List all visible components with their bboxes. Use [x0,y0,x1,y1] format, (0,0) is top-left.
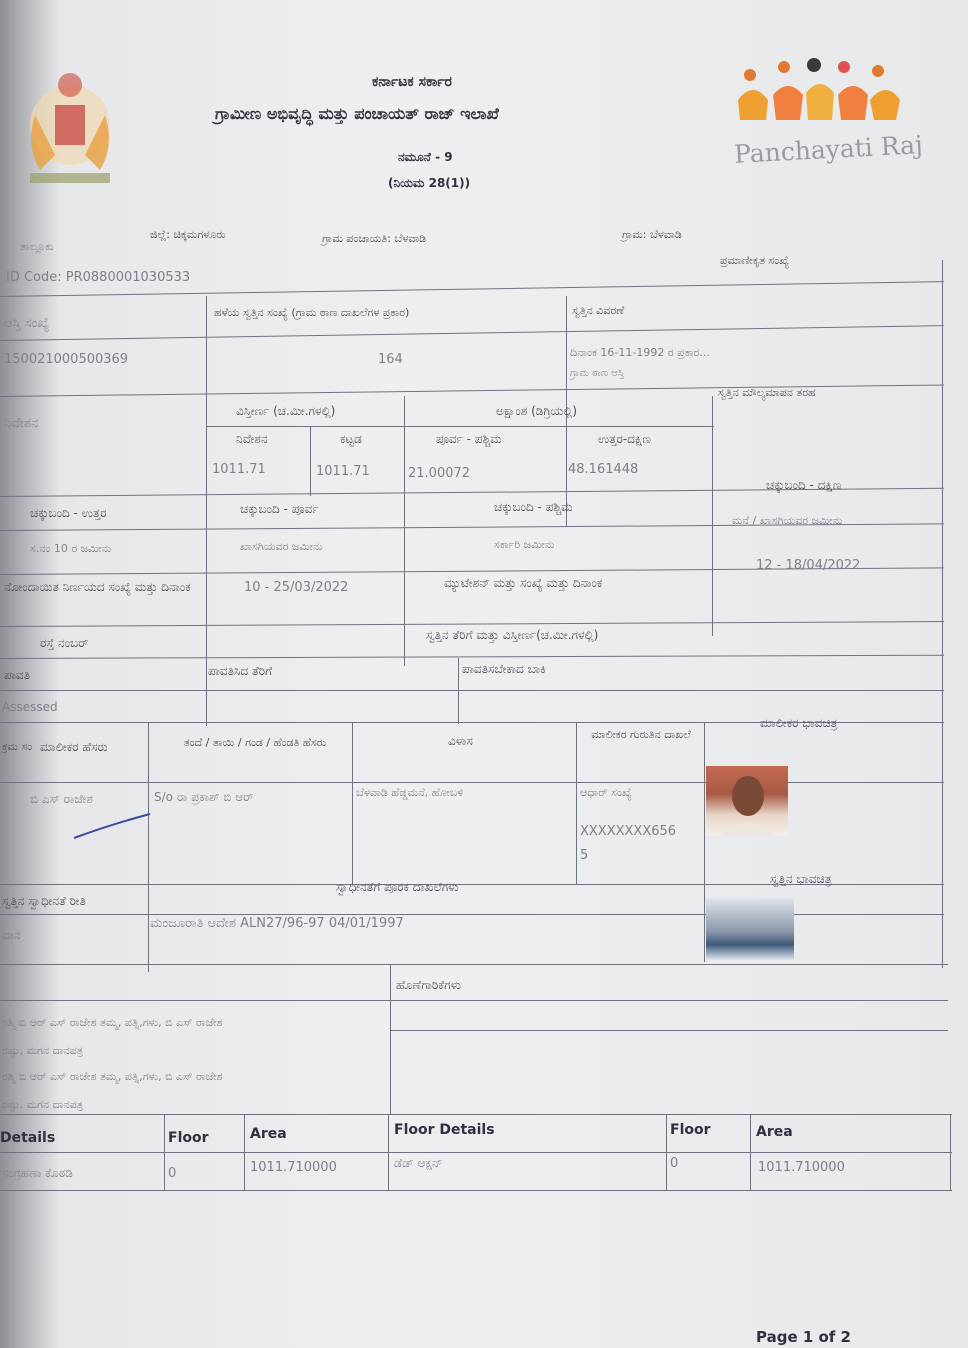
old-number-label: ಹಳೆಯ ಸ್ವತ್ತಿನ ಸಂಖ್ಯೆ (ಗ್ರಾಮ ಠಾಣ ದಾಖಲೆಗಳ ಪ್ರಕಾರ) [214,306,410,319]
area-header-2: Area [756,1124,793,1140]
area-site-value: 1011.71 [212,462,266,477]
floor-value-2: 0 [670,1156,679,1171]
owner-id-value: XXXXXXXX656 [580,824,677,839]
asset-type-label: ಸ್ವತ್ತಿನ ವಿವರಣೆ [572,304,625,317]
boundary-north-value: ಸ.ನಂ 10 ರ ಜಮೀನು [30,542,112,555]
relation-name-header: ತಂದೆ / ತಾಯಿ / ಗಂಡ / ಹೆಂಡತಿ ಹೆಸರು [183,736,327,749]
owner-address-value: ಬೆಳವಾಡಿ ಹೆಡ್ಡಮನೆ, ಹೋಬಳಿ [356,786,464,799]
gov-title: ಕರ್ನಾಟಕ ಸರ್ಕಾರ [372,74,452,90]
road-number-label: ರಸ್ತೆ ನಂಬರ್ [40,636,89,650]
area-header: Area [250,1126,287,1142]
liabilities-label: ಹೊಣೆಗಾರಿಕೆಗಳು [396,978,461,992]
liability-row-1b: ರಷ್ಟು, ಮಗನ ದಾನಪತ್ರ [2,1044,84,1057]
approved-number-label: ಪ್ರಮಾಣೀಕೃತ ಸಂಖ್ಯೆ [720,254,790,267]
boundary-north-label: ಚಕ್ಕುಬಂದಿ - ಉತ್ತರ [30,506,107,520]
coordinates-label: ಅಕ್ಷಾಂಶ (ಡಿಗ್ರಿಯಲ್ಲಿ) [496,404,578,418]
area-building-value: 1011.71 [316,464,370,479]
liability-row-2: ರಶ್ಮಿ ಬಿ ಆರ್ ಎಸ್ ರಾಜೇಶ ತಮ್ಮ, ಪತ್ನಿ,ಗಳು, ಬಿ ಎಸ್ ರಾಜೇಶ [2,1070,223,1083]
liability-row-1: ರಶ್ಮಿ ಬಿ ಆರ್ ಎಸ್ ರಾಜೇಶ ತಮ್ಮ, ಪತ್ನಿ,ಗಳು, ಬಿ ಎಸ್ ರಾಜೇಶ [2,1016,223,1029]
asset-type-value-2: ಗ್ರಾಮ ಠಾಣ ಆಸ್ತಿ [570,368,624,379]
floor-header-2: Floor [670,1122,711,1138]
old-number-value: 164 [378,352,403,367]
boundary-east-value: ಖಾಸಗಿಯವರ ಜಮೀನು [240,540,323,553]
floor-header: Floor [168,1130,209,1146]
area-site-header: ನಿವೇಶನ [236,432,268,446]
property-id-label: ಆಸ್ತಿ ಸಂಖ್ಯೆ [4,316,50,331]
site-area-row-label: ನಿವೇಶನ [4,416,39,431]
logo-text: Panchayati Raj [733,130,924,169]
registration-value: 10 - 25/03/2022 [244,580,349,595]
paid-tax-label: ಪಾವತಿಸಿದ ತೆರಿಗೆ [208,664,273,678]
liability-row-2b: ರಷ್ಟು, ಮಗನ ದಾನಪತ್ರ [2,1098,84,1111]
page-number: Page 1 of 2 [756,1328,851,1346]
floor-details-header: Details [0,1130,56,1146]
boundary-west-value: ಸರ್ಕಾರಿ ಜಮೀನು [494,538,555,551]
village-label: ಗ್ರಾಮ: ಬೆಳವಾಡಿ [622,228,682,241]
rule-number: (ನಿಯಮ 28(1)) [388,176,471,190]
panchayati-raj-logo [728,55,924,175]
owner-id-type: ಆಧಾರ್ ಸಂಖ್ಯೆ [580,786,632,799]
taluk-label: ತಾಲ್ಲೂಕು [20,240,54,253]
ownership-docs-value: ಮಂಜೂರಾತಿ ಆದೇಶ ALN27/96-97 04/01/1997 [150,916,404,931]
tax-area-label: ಸ್ವತ್ತಿನ ತೆರಿಗೆ ಮತ್ತು ವಿಸ್ತೀರ್ಣ(ಚ.ಮೀ.ಗಳಲ್ಲಿ) [426,628,599,642]
id-code: ID Code: PR0880001030533 [6,270,191,285]
owner-id-header: ಮಾಲೀಕರ ಗುರುತಿನ ದಾಖಲೆ [591,728,691,741]
floor-value: 0 [168,1166,177,1181]
due-balance-label: ಪಾವತಿಸಬೇಕಾದ ಬಾಕಿ [462,662,546,676]
assessed-label: Assessed [2,700,58,714]
serial-number-header: ಕ್ರಮ ಸಂ [2,740,33,753]
area-value-2: 1011.710000 [758,1160,845,1175]
owner-photo [706,766,788,836]
longitude-header: ಪೂರ್ವ - ಪಶ್ಚಿಮ [436,432,502,446]
boundary-west-label: ಚಕ್ಕುಬಂದಿ - ಪಶ್ಚಿಮ [494,500,573,514]
signature-mark [72,812,152,842]
karnataka-emblem-icon [10,55,130,195]
area-value: 1011.710000 [250,1160,337,1175]
mutation-label: ಮ್ಯುಟೇಶನ್ ಮತ್ತು ಸಂಖ್ಯೆ ಮತ್ತು ದಿನಾಂಕ [444,576,603,590]
ownership-type-value: ದಾನ [2,928,21,942]
address-header: ವಿಳಾಸ [448,734,473,748]
asset-type-value: ದಿನಾಂಕ 16-11-1992 ರ ಪ್ರಕಾರ... [570,346,710,359]
longitude-value: 21.00072 [408,466,471,481]
paid-label: ಪಾವತಿ [4,668,30,682]
boundary-south-value: ಮನೆ / ಖಾಸಗಿಯವರ ಜಮೀನು [732,514,843,527]
relation-name-value: S/o ರಾ ಪ್ರಕಾಶ್ ಬಿ ಆರ್ [154,790,254,804]
area-label: ವಿಸ್ತೀರ್ಣ (ಚ.ಮೀ.ಗಳಲ್ಲಿ) [236,404,336,418]
floor-details-value: ಸಂಗ್ರಹಣಾ ಕೊಠಡಿ [2,1166,73,1180]
site-valuation-label: ಸ್ವತ್ತಿನ ಮೌಲ್ಯಮಾಪನ ತರಹ [718,386,816,399]
boundary-east-label: ಚಕ್ಕುಬಂದಿ - ಪೂರ್ವ [240,502,319,516]
district-label: ಜಿಲ್ಲೆ: ಚಿಕ್ಕಮಗಳೂರು [150,228,226,241]
latitude-header: ಉತ್ತರ-ದಕ್ಷಿಣ [598,432,651,446]
floor-details-header-2: Floor Details [394,1122,495,1138]
floor-details-value-2: ಡೆಡ್ ಆಕ್ಷನ್ [394,1156,443,1170]
gram-panchayat-label: ಗ್ರಾಮ ಪಂಚಾಯತಿ: ಬೆಳವಾಡಿ [322,232,427,245]
owner-photo-header: ಮಾಲೀಕರ ಭಾವಚಿತ್ರ [760,716,838,730]
boundary-south-label: ಚಕ್ಕುಬಂದಿ - ದಕ್ಷಿಣ [766,478,842,492]
owner-name-header: ಮಾಲೀಕರ ಹೆಸರು [40,740,108,754]
owner-id-value-2: 5 [580,848,589,863]
property-photo [706,898,794,960]
people-logo-icon [728,55,908,135]
form-number: ನಮೂನೆ - 9 [398,150,453,164]
person-photo-icon [706,766,788,836]
mutation-value: 12 - 18/04/2022 [756,558,861,573]
property-photo-label: ಸ್ವತ್ತಿನ ಭಾವಚಿತ್ರ [770,872,832,886]
latitude-value: 48.161448 [568,462,639,477]
area-building-header: ಕಟ್ಟಡ [340,432,362,446]
registration-label: ನೋಂದಾಯಿತ ನಿರ್ಣಯದ ಸಂಖ್ಯೆ ಮತ್ತು ದಿನಾಂಕ [4,580,191,594]
ownership-type-label: ಸ್ವತ್ತಿನ ಸ್ವಾಧೀನತೆ ರೀತಿ [2,894,86,908]
ownership-docs-label: ಸ್ವಾಧೀನತೆಗೆ ಪೂರಕ ದಾಖಲೆಗಳು [336,880,459,894]
owner-name-value: ಬಿ ಎಸ್ ರಾಜೇಶ [30,792,93,806]
property-id-value: 150021000500369 [4,352,129,367]
dept-title: ಗ್ರಾಮೀಣ ಅಭಿವೃದ್ಧಿ ಮತ್ತು ಪಂಚಾಯತ್ ರಾಜ್ ಇಲಾಖೆ [215,104,499,123]
